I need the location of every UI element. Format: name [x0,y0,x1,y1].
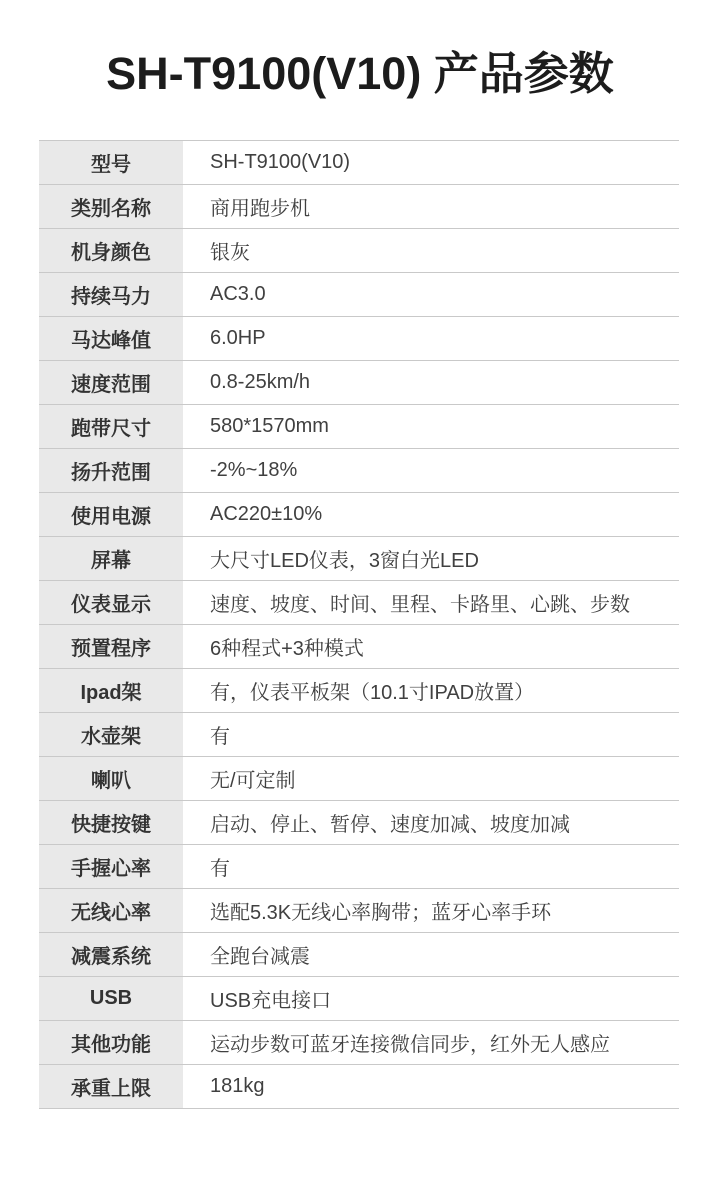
row-label: 速度范围 [39,361,183,404]
row-label: USB [39,977,183,1020]
table-row [39,713,679,757]
row-label: 手握心率 [39,845,183,888]
row-label: 快捷按键 [39,801,183,844]
row-value: 运动步数可蓝牙连接微信同步，红外无人感应 [210,1034,610,1056]
row-label: Ipad架 [39,669,183,712]
row-value: 全跑台减震 [210,946,310,968]
row-label: 马达峰值 [39,317,183,360]
row-value: -2%~18% [210,459,298,481]
row-label: 类别名称 [39,185,183,228]
table-row [39,625,679,669]
row-value: 大尺寸LED仪表，3窗白光LED [210,550,479,572]
table-row [39,845,679,889]
row-value: AC220±10% [210,503,323,525]
row-label: 其他功能 [39,1021,183,1064]
row-label: 跑带尺寸 [39,405,183,448]
table-row [39,977,679,1021]
row-value: 无/可定制 [210,770,296,792]
table-row [39,581,679,625]
table-row [39,1021,679,1065]
table-row [39,669,679,713]
spec-table [39,140,679,1109]
row-label: 机身颜色 [39,229,183,272]
row-label: 屏幕 [39,537,183,580]
row-value: AC3.0 [210,283,266,305]
row-label: 仪表显示 [39,581,183,624]
table-row [39,1065,679,1109]
row-label: 型号 [39,141,183,184]
row-value: 6种程式+3种模式 [210,638,364,660]
row-label: 持续马力 [39,273,183,316]
table-row [39,229,679,273]
row-value: 银灰 [210,242,250,264]
row-value: 有 [210,858,230,880]
table-row [39,757,679,801]
row-label: 水壶架 [39,713,183,756]
row-value: 商用跑步机 [210,198,310,220]
row-value: 580*1570mm [210,415,329,437]
row-value: 181kg [210,1075,265,1097]
table-row [39,889,679,933]
table-row [39,933,679,977]
row-value: 选配5.3K无线心率胸带；蓝牙心率手环 [210,902,552,924]
table-row [39,141,679,185]
row-label: 喇叭 [39,757,183,800]
table-row [39,449,679,493]
table-row [39,801,679,845]
row-value: USB充电接口 [210,990,332,1012]
row-label: 承重上限 [39,1065,183,1108]
row-label: 无线心率 [39,889,183,932]
table-row [39,361,679,405]
row-value: 有 [210,726,230,748]
row-value: 0.8-25km/h [210,371,311,393]
table-row [39,405,679,449]
table-row [39,317,679,361]
row-value: 速度、坡度、时间、里程、卡路里、心跳、步数 [210,594,630,616]
table-row [39,537,679,581]
row-value: 有，仪表平板架（10.1寸IPAD放置） [210,682,535,704]
row-label: 减震系统 [39,933,183,976]
table-row [39,273,679,317]
row-label: 扬升范围 [39,449,183,492]
page-title: SH-T9100(V10) 产品参数 [106,48,614,99]
row-value: 启动、停止、暂停、速度加减、坡度加减 [210,814,570,836]
row-value: 6.0HP [210,327,266,349]
row-value: SH-T9100(V10) [210,151,351,173]
table-row [39,493,679,537]
row-label: 使用电源 [39,493,183,536]
table-row [39,185,679,229]
row-label: 预置程序 [39,625,183,668]
